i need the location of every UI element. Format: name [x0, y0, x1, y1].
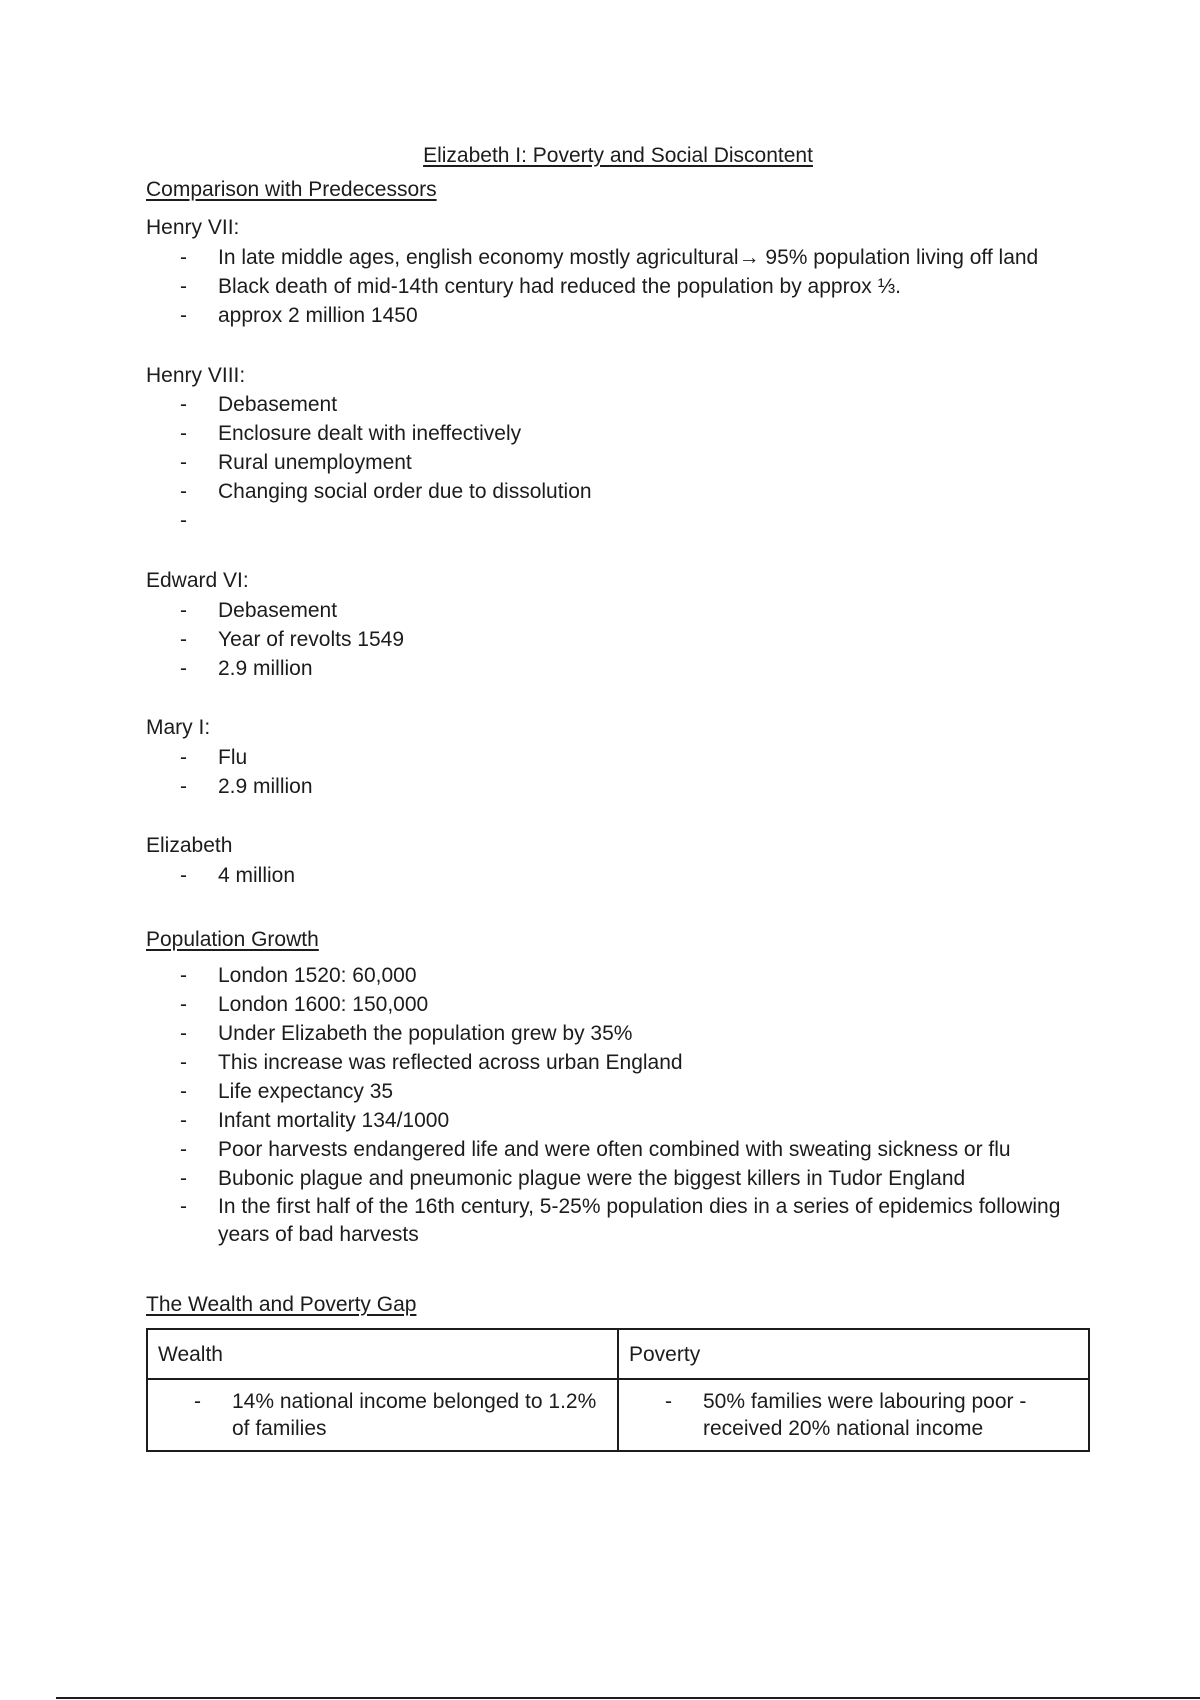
edward-vi-list [146, 596, 1090, 683]
list-item: - Year of revolts 1549 [146, 625, 1090, 654]
wealth-poverty-table [146, 1328, 1090, 1452]
monarch-label-henry-viii: Henry VIII: [146, 364, 246, 387]
table-header-cell: Wealth [147, 1329, 618, 1379]
list-item: - Black death of mid-14th century had reduced the population by approx ⅓. [146, 272, 1090, 301]
list-item: - In late middle ages, english economy mostly agricultural→ 95% population living off land [146, 243, 1090, 272]
list-item: - Infant mortality 134/1000 [146, 1106, 1090, 1135]
list-item: - Rural unemployment [146, 448, 1090, 477]
monarch-label-mary-i: Mary I: [146, 716, 211, 739]
section-heading-comparison: Comparison with Predecessors [146, 178, 437, 201]
list-item: - Debasement [146, 390, 1090, 419]
mary-i-list [146, 743, 1090, 801]
table-cell-poverty: - 50% families were labouring poor - received 20% national income [618, 1379, 1089, 1451]
list-item: - 2.9 million [146, 654, 1090, 683]
list-item: - 2.9 million [146, 772, 1090, 801]
henry-vii-list [146, 243, 1090, 330]
list-item: - Debasement [146, 596, 1090, 625]
list-item: - Changing social order due to dissolution [146, 477, 1090, 506]
elizabeth-list [146, 861, 1090, 890]
section-heading-population: Population Growth [146, 928, 319, 951]
monarch-label-elizabeth: Elizabeth [146, 834, 233, 857]
list-item: - Bubonic plague and pneumonic plague were the biggest killers in Tudor England [146, 1164, 1090, 1193]
list-item: - London 1520: 60,000 [146, 961, 1090, 990]
list-item: - London 1600: 150,000 [146, 990, 1090, 1019]
table-row [147, 1379, 1089, 1451]
page-bottom-rule [56, 1697, 1200, 1699]
list-item: - This increase was reflected across urban England [146, 1048, 1090, 1077]
table-cell-wealth: - 14% national income belonged to 1.2% of families [147, 1379, 618, 1451]
list-item: - approx 2 million 1450 [146, 301, 1090, 330]
list-item: - Poor harvests endangered life and were often combined with sweating sickness or flu [146, 1135, 1090, 1164]
monarch-label-edward-vi: Edward VI: [146, 569, 249, 592]
list-item: - Under Elizabeth the population grew by 35% [146, 1019, 1090, 1048]
list-item: - In the first half of the 16th century, 5-25% population dies in a series of epidemics following years of bad harvests [146, 1193, 1068, 1249]
population-list [146, 961, 1090, 1249]
section-heading-gap: The Wealth and Poverty Gap [146, 1293, 417, 1316]
henry-viii-list [146, 390, 1090, 506]
monarch-label-henry-vii: Henry VII: [146, 216, 240, 239]
list-item: - Enclosure dealt with ineffectively [146, 419, 1090, 448]
list-item: - Flu [146, 743, 1090, 772]
table-header-cell: Poverty [618, 1329, 1089, 1379]
document-title: Elizabeth I: Poverty and Social Discontent [423, 144, 813, 167]
list-item: - 4 million [146, 861, 1090, 890]
table-header-row [147, 1329, 1089, 1379]
list-item: - Life expectancy 35 [146, 1077, 1090, 1106]
